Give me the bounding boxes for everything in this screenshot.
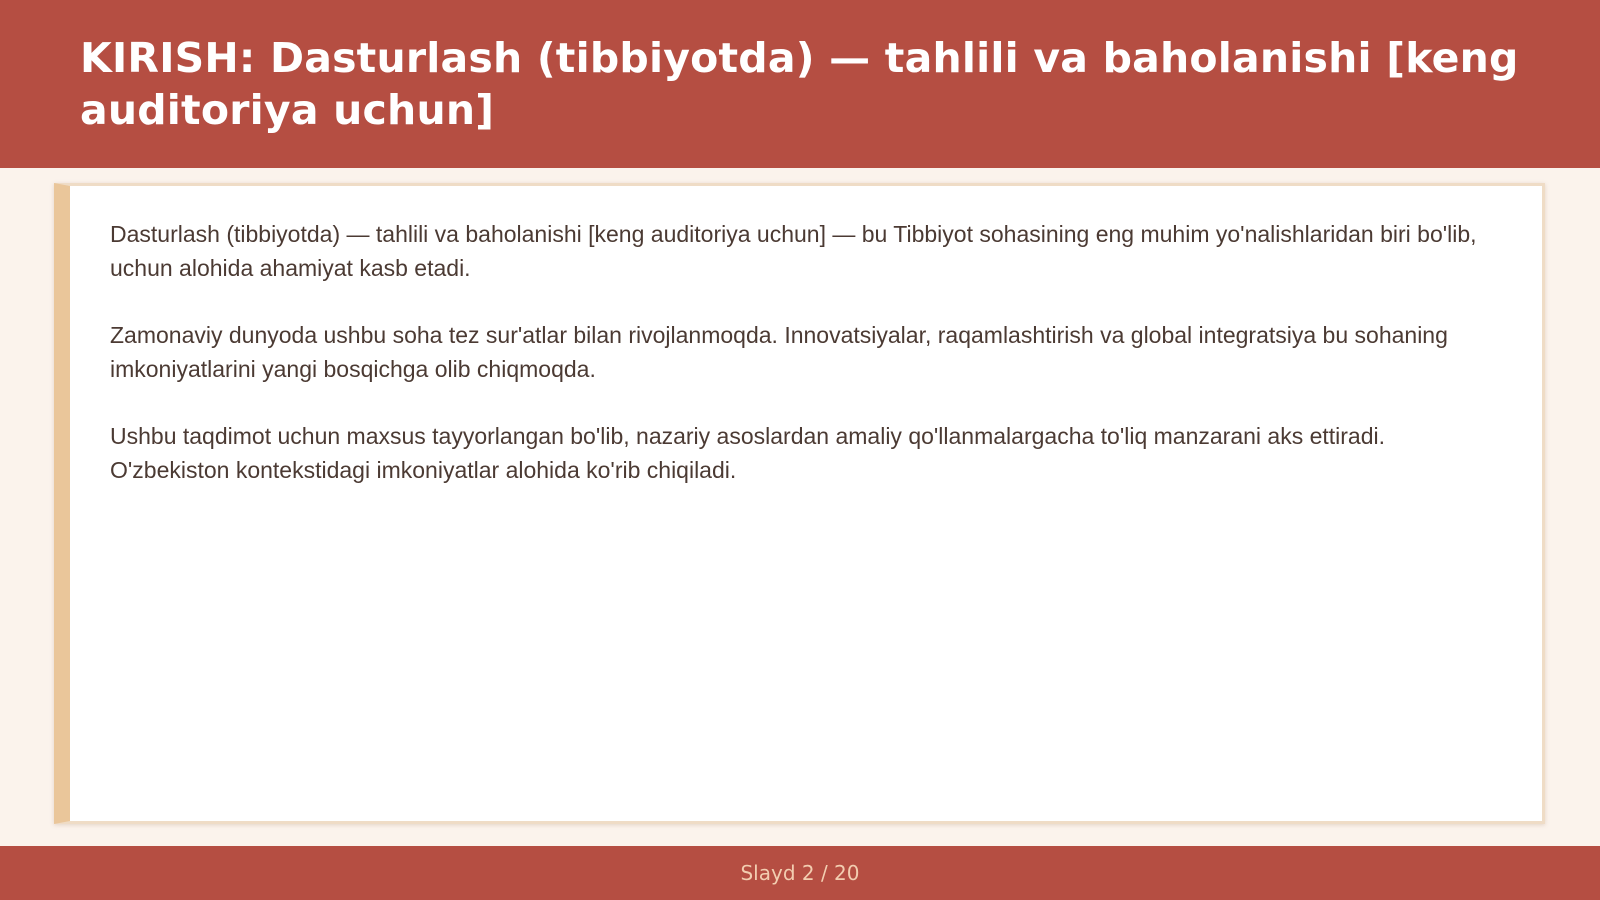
slide-header: [0, 0, 1600, 168]
paragraph-intro: Dasturlash (tibbiyotda) — tahlili va baholanishi [keng auditoriya uchun] — bu Tibbiyot sohasining eng muhim yo'nalishlaridan biri bo'lib, uchun alohida ahamiyat kasb etadi.: [110, 221, 1477, 281]
content-body: [70, 186, 1542, 487]
slide-footer: [0, 846, 1600, 900]
content-card: [54, 183, 1545, 824]
paragraph-presentation-purpose: Ushbu taqdimot uchun maxsus tayyorlangan bo'lib, nazariy asoslardan amaliy qo'llanmalargacha to'liq manzarani aks ettiradi. O'zbekiston kontekstidagi imkoniyatlar alohida ko'rib chiqiladi.: [110, 423, 1386, 483]
slide-title: KIRISH: Dasturlash (tibbiyotda) — tahlili va baholanishi [keng auditoriya uchun]: [80, 34, 1519, 134]
paragraph-modern-world: Zamonaviy dunyoda ushbu soha tez sur'atlar bilan rivojlanmoqda. Innovatsiyalar, raqamlashtirish va global integratsiya bu sohaning imkoniyatlarini yangi bosqichga olib chiqmoqda.: [110, 322, 1448, 382]
slide-number: Slayd 2 / 20: [740, 861, 860, 885]
